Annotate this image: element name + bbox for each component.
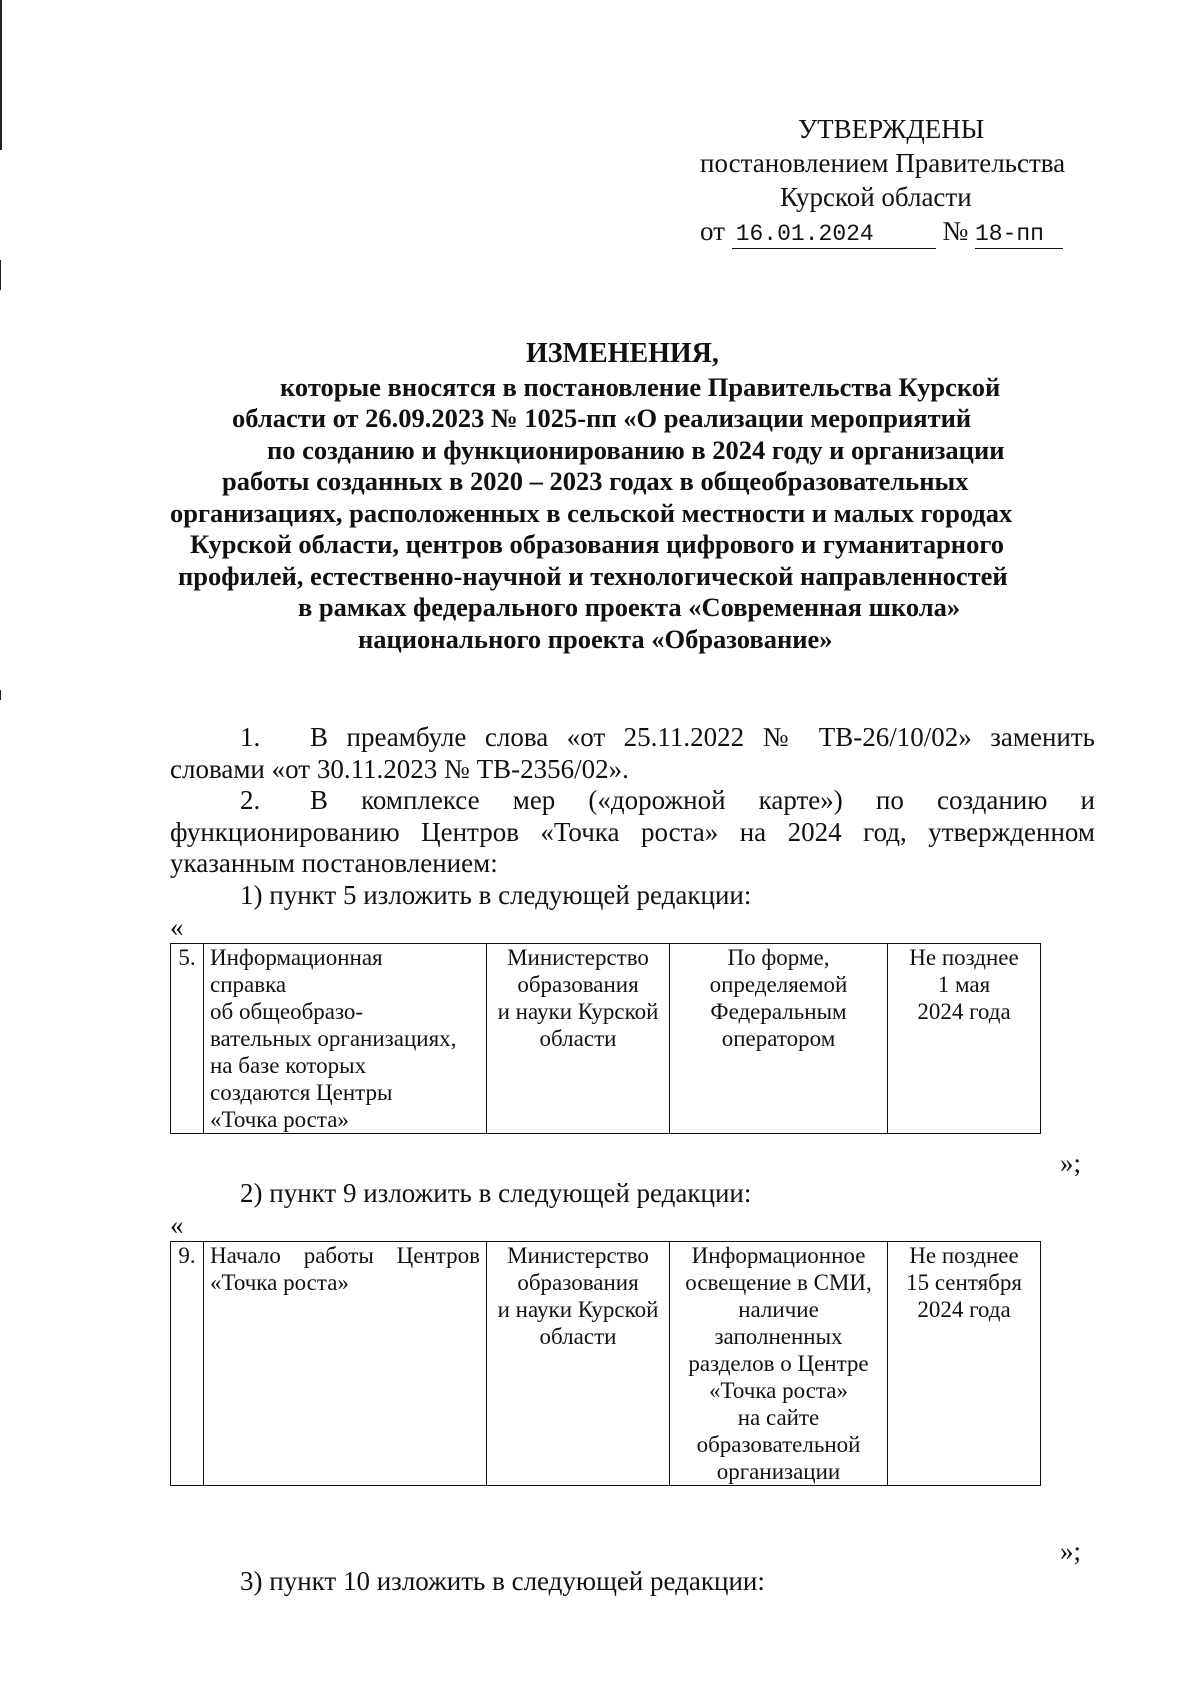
title-line: по созданию и функционированию в 2024 году и организации [267,434,1005,465]
paragraph-text: В комплексе мер («дорожной карте») по созданию и функционированию Центров «Точка роста» на 2024 год, утвержденном указанным постановлением: [170,785,1095,878]
scan-edge-mark [0,0,2,150]
cell-number [171,1242,204,1486]
subparagraph-2: 2) пункт 9 изложить в следующей редакции: [240,1178,752,1208]
cell-text: освещение в СМИ, [685,1270,872,1295]
cell-deadline [888,944,1041,1134]
close-quote: »; [1060,1536,1082,1566]
cell-text: Не позднее [909,1243,1019,1268]
cell-text: области [539,1026,617,1051]
approval-date-line [700,214,1100,249]
close-quote: »; [1060,1148,1082,1178]
subparagraph-1: 1) пункт 5 изложить в следующей редакции: [240,880,752,910]
cell-text: «Точка роста» [709,1378,848,1403]
table-item-5 [170,943,1041,1134]
approval-region: Курской области [780,182,972,212]
title-line: организациях, расположенных в сельской местности и малых городах [170,497,1013,528]
cell-text: организации [716,1459,841,1484]
table-row [171,1242,1041,1486]
cell-text: Информационное [691,1243,866,1268]
open-quote: « [170,912,184,942]
cell-text: и науки Курской [497,999,659,1024]
cell-text: об общеобразо- [210,999,364,1024]
paragraph-number: 1. [240,722,261,752]
cell-text: образования [517,972,639,997]
cell-text: 2024 года [917,999,1011,1024]
document-title [170,338,1090,655]
cell-text: Начало работы Центров [210,1243,480,1268]
scan-edge-mark [0,260,1,290]
title-heading: ИЗМЕНЕНИЯ, [526,338,719,369]
table-item-9 [170,1241,1041,1486]
title-line: области от 26.09.2023 № 1025-пп «О реализации мероприятий [232,403,972,433]
cell-text: «Точка роста» [210,1107,349,1132]
cell-text: справка [210,972,287,997]
cell-text: разделов о Центре [688,1351,869,1376]
date-prefix: от [700,216,725,246]
open-quote: « [170,1210,184,1240]
scan-edge-mark [0,690,1,700]
title-line: в рамках федерального проекта «Современная школа» [298,592,961,622]
cell-text: 5. [178,945,196,970]
cell-text: оператором [721,1026,836,1051]
cell-text: Федеральным [710,999,847,1024]
cell-text: По форме, [727,945,830,970]
approval-date: 16.01.2024 [732,220,936,249]
paragraph-text: В преамбуле слова «от 25.11.2022 № ТВ-26/10/02» заменить словами «от 30.11.2023 № ТВ-2356/02». [170,722,1095,784]
cell-organization [487,1242,670,1486]
approval-number: 18-пп [975,220,1063,249]
title-line: которые вносятся в постановление Правительства Курской [280,371,1001,402]
cell-text: и науки Курской [497,1297,659,1322]
cell-text: области [539,1324,617,1349]
cell-text: наличие [738,1297,819,1322]
cell-form [670,944,888,1134]
cell-text: определяемой [709,972,848,997]
cell-text: образования [517,1270,639,1295]
cell-text: Министерство [507,1243,649,1268]
cell-text: Министерство [507,945,649,970]
paragraph-number: 2. [240,785,261,815]
number-prefix: № [942,216,969,246]
cell-text: на сайте [737,1405,820,1430]
cell-form [670,1242,888,1486]
approval-title: УТВЕРЖДЕНЫ [798,114,985,144]
title-line: Курской области, центров образования цифрового и гуманитарного [190,529,1004,559]
cell-text: 15 сентября [906,1270,1022,1295]
title-line: работы созданных в 2020 – 2023 годах в общеобразовательных [222,466,969,496]
table-row [171,944,1041,1134]
cell-name [204,944,487,1134]
cell-number [171,944,204,1134]
cell-text: на базе которых [210,1053,367,1078]
cell-deadline [888,1242,1041,1486]
subparagraph-3: 3) пункт 10 изложить в следующей редакции: [240,1566,765,1596]
cell-text: Информационная [210,945,383,970]
cell-text: 1 мая [937,972,991,997]
cell-text: «Точка роста» [210,1270,349,1295]
cell-name [204,1242,487,1486]
title-line: профилей, естественно-научной и технологической направленностей [178,560,1008,591]
cell-text: вательных организациях, [210,1026,457,1051]
cell-text: образовательной [696,1432,861,1457]
cell-text: создаются Центры [210,1080,393,1105]
paragraph-1 [170,722,1095,785]
cell-text: 9. [178,1243,196,1268]
title-line: национального проекта «Образование» [358,623,833,654]
approval-by: постановлением Правительства [700,148,1066,178]
cell-text: 2024 года [917,1297,1011,1322]
approval-block [700,112,1100,249]
cell-organization [487,944,670,1134]
cell-text: Не позднее [909,945,1019,970]
paragraph-2 [170,785,1095,880]
cell-text: заполненных [714,1324,843,1349]
